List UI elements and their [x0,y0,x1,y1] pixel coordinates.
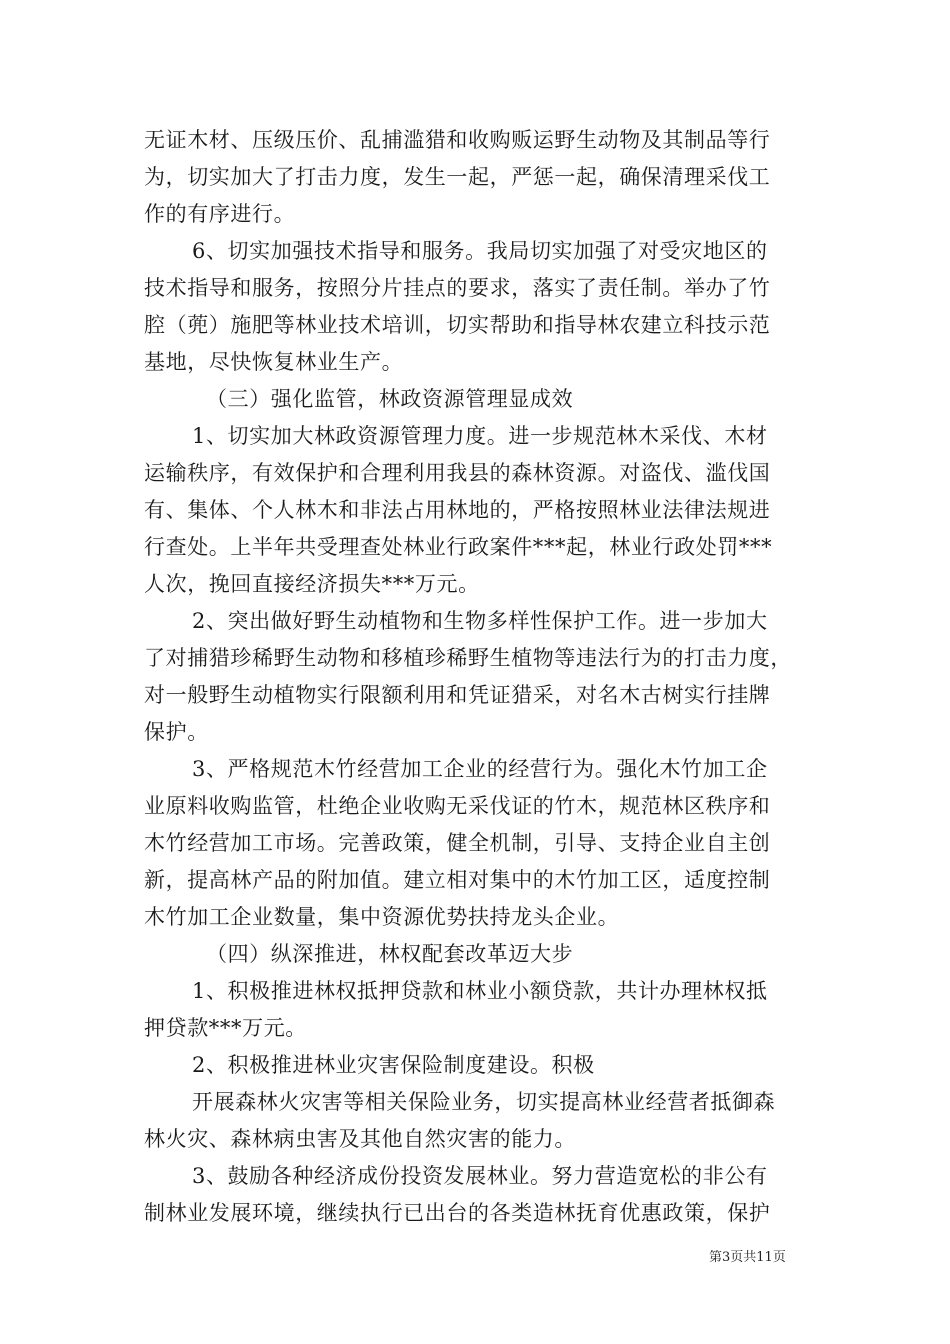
paragraph-line: 腔（蔸）施肥等林业技术培训，切实帮助和指导林农建立科技示范 [144,313,771,337]
paragraph-line: 3、严格规范木竹经营加工企业的经营行为。强化木竹加工企 [192,757,768,781]
paragraph-line: 为，切实加大了打击力度，发生一起，严惩一起，确保清理采伐工 [144,165,771,189]
paragraph-line: 业原料收购监管，杜绝企业收购无采伐证的竹木，规范林区秩序和 [144,794,771,818]
paragraph-line: 人次，挽回直接经济损失***万元。 [144,572,480,596]
paragraph-line: 木竹经营加工市场。完善政策，健全机制，引导、支持企业自主创 [144,831,771,855]
section-heading: （三）强化监管，林政资源管理显成效 [206,387,574,411]
paragraph-line: 1、积极推进林权抵押贷款和林业小额贷款，共计办理林权抵 [192,979,768,1003]
paragraph-line: 开展森林火灾害等相关保险业务，切实提高林业经营者抵御森 [192,1090,776,1114]
document-body [144,122,824,1232]
paragraph-line: 3、鼓励各种经济成份投资发展林业。努力营造宽松的非公有 [192,1164,768,1188]
paragraph-line: 无证木材、压级压价、乱捕滥猎和收购贩运野生动物及其制品等行 [144,128,771,152]
paragraph-line: 押贷款***万元。 [144,1016,307,1040]
paragraph-line: 2、积极推进林业灾害保险制度建设。积极 [192,1053,595,1077]
paragraph-line: 有、集体、个人林木和非法占用林地的，严格按照林业法律法规进 [144,498,771,522]
paragraph-line: 作的有序进行。 [144,202,296,226]
paragraph-line: 林火灾、森林病虫害及其他自然灾害的能力。 [144,1127,576,1151]
paragraph-line: 6、切实加强技术指导和服务。我局切实加强了对受灾地区的 [192,239,768,263]
section-heading: （四）纵深推进，林权配套改革迈大步 [206,942,574,966]
paragraph-line: 制林业发展环境，继续执行已出台的各类造林抚育优惠政策，保护 [144,1201,771,1225]
page-number-footer: 第3页共11页 [709,1250,786,1265]
paragraph-line: 保护。 [144,720,209,744]
paragraph-line: 行查处。上半年共受理查处林业行政案件***起，林业行政处罚*** [144,535,773,559]
paragraph-line: 1、切实加大林政资源管理力度。进一步规范林木采伐、木材 [192,424,768,448]
paragraph-line: 了对捕猎珍稀野生动物和移植珍稀野生植物等违法行为的打击力度， [144,646,792,670]
paragraph-line: 2、突出做好野生动植物和生物多样性保护工作。进一步加大 [192,609,768,633]
paragraph-line: 对一般野生动植物实行限额利用和凭证猎采，对名木古树实行挂牌 [144,683,771,707]
paragraph-line: 木竹加工企业数量，集中资源优势扶持龙头企业。 [144,905,620,929]
paragraph-line: 运输秩序，有效保护和合理利用我县的森林资源。对盗伐、滥伐国 [144,461,771,485]
paragraph-line: 新，提高林产品的附加值。建立相对集中的木竹加工区，适度控制 [144,868,771,892]
paragraph-line: 技术指导和服务，按照分片挂点的要求，落实了责任制。举办了竹 [144,276,771,300]
paragraph-line: 基地，尽快恢复林业生产。 [144,350,404,374]
